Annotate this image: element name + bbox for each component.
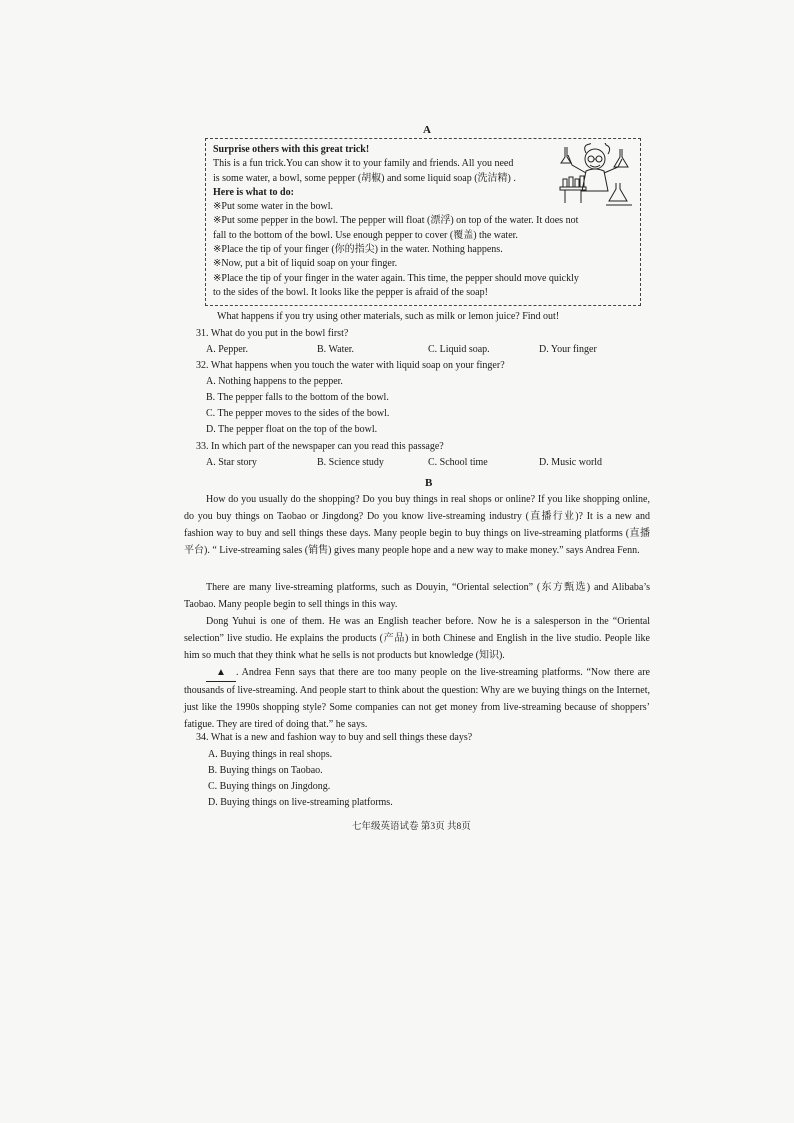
answer-blank[interactable]: ▲ <box>206 664 236 682</box>
question-33-option-d[interactable]: D. Music world <box>539 457 603 468</box>
question-34-option-c[interactable]: C. Buying things on Jingdong. <box>208 781 331 792</box>
trick-instructions-box <box>205 138 641 306</box>
passage-b-paragraph-1: How do you usually do the shopping? Do you buy things in real shops or online? If you like shopping online, do you buy things on Taobao or Jingdong? Do you know live-streaming industry (直播行业)? It is a new and fashion way to buy and sell things these days. Many people begin to buy things on live-streaming platforms (直播平台). “ Live-streaming sales (销售) gives many people hope and a new way to make money.” says Andrea Fenn. <box>184 494 650 556</box>
page-footer: 七年级英语试卷 第3页 共8页 <box>352 822 471 832</box>
question-34-option-b[interactable]: B. Buying things on Taobao. <box>208 765 323 776</box>
question-33-option-c[interactable]: C. School time <box>428 457 488 468</box>
question-34-option-d[interactable]: D. Buying things on live-streaming platforms. <box>208 797 393 808</box>
box-intro-line-1: This is a fun trick.You can show it to your family and friends. All you need <box>213 158 514 170</box>
step-1: ※Put some water in the bowl. <box>213 201 334 213</box>
steps-heading: Here is what to do: <box>213 186 294 198</box>
passage-b-paragraph-4 <box>184 664 650 733</box>
question-33-option-b[interactable]: B. Science study <box>317 457 384 468</box>
question-31-option-a[interactable]: A. Pepper. <box>206 344 248 355</box>
section-a-heading: A <box>423 124 431 136</box>
section-b-heading: B <box>425 477 433 489</box>
question-32-option-a[interactable]: A. Nothing happens to the pepper. <box>206 376 343 387</box>
question-32-option-d[interactable]: D. The pepper float on the top of the bowl. <box>206 424 378 435</box>
question-33-option-a[interactable]: A. Star story <box>206 457 257 468</box>
question-33-options <box>206 457 650 468</box>
box-title: Surprise others with this great trick! <box>213 144 370 155</box>
step-3: ※Place the tip of your finger (你的指尖) in the water. Nothing happens. <box>213 244 503 256</box>
passage-b-paragraph-2: There are many live-streaming platforms, such as Douyin, “Oriental selection” (东方甄选) and Alibaba’s Taobao. Many people begin to sell things in this way. <box>184 582 650 610</box>
passage-b-paragraph-3: Dong Yuhui is one of them. He was an English teacher before. Now he is a salesperson in the “Oriental selection” live studio. He explains the products (产品) in both Chinese and English in the live studio. People like him so much that they think what he sells is not products but knowledge (知识). <box>184 616 650 661</box>
paragraph-4-text: . Andrea Fenn says that there are too many people on the live-streaming platforms. “Now there are thousands of live-streaming. And people start to think about the question: Why are we buying things on the Internet, just like the 1990s shopping style? Some companies can not get money from live-streaming because of shoppers’ fatigue. They are tired of doing that.” he says. <box>184 667 650 730</box>
step-5-line-1: ※Place the tip of your finger in the water again. This time, the pepper should move quickly <box>213 272 579 284</box>
after-box-text: What happens if you try using other materials, such as milk or lemon juice? Find out! <box>217 311 560 322</box>
question-32-option-b[interactable]: B. The pepper falls to the bottom of the bowl. <box>206 392 389 403</box>
question-31-option-c[interactable]: C. Liquid soap. <box>428 344 490 355</box>
question-31-option-d[interactable]: D. Your finger <box>539 344 597 355</box>
question-34-option-a[interactable]: A. Buying things in real shops. <box>208 749 333 760</box>
box-intro-line-2: is some water, a bowl, some pepper (胡椒) and some liquid soap (洗洁精) . <box>213 172 516 184</box>
question-31-option-b[interactable]: B. Water. <box>317 344 355 355</box>
step-5-line-2: to the sides of the bowl. It looks like the pepper is afraid of the soap! <box>213 286 488 298</box>
step-2-line-2: fall to the bottom of the bowl. Use enough pepper to cover (覆盖) the water. <box>213 229 518 241</box>
question-32-stem: 32. What happens when you touch the water with liquid soap on your finger? <box>196 360 505 371</box>
step-2-line-1: ※Put some pepper in the bowl. The pepper will float (漂浮) on top of the water. It does not <box>213 215 579 227</box>
question-31-stem: 31. What do you put in the bowl first? <box>196 328 349 339</box>
question-33-stem: 33. In which part of the newspaper can you read this passage? <box>196 441 444 452</box>
question-34-stem: 34. What is a new and fashion way to buy and sell things these days? <box>196 732 473 743</box>
step-4: ※Now, put a bit of liquid soap on your finger. <box>213 258 398 270</box>
scientist-illustration <box>556 143 634 207</box>
question-31-options <box>206 344 650 355</box>
question-32-option-c[interactable]: C. The pepper moves to the sides of the bowl. <box>206 408 390 419</box>
